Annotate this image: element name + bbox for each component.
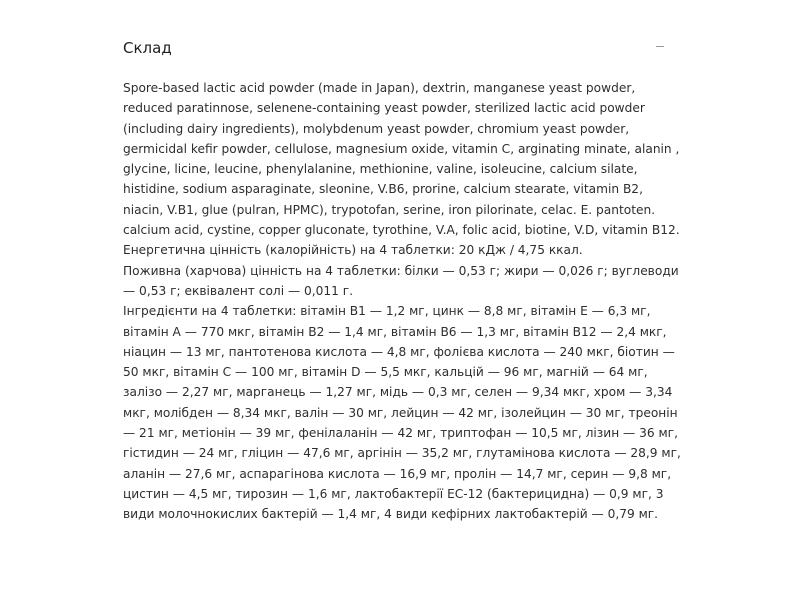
nutrition-value-text: Поживна (харчова) цінність на 4 таблетки: білки — 0,53 г; жири — 0,026 г; вуглеводи — 0,53 г; еквівалент солі — 0,011 г. [123,263,679,298]
energy-value-text: Енергетична цінність (калорійність) на 4 таблетки: 20 кДж / 4,75 ккал. [123,243,583,258]
composition-text-en: Spore-based lactic acid powder (made in Japan), dextrin, manganese yeast powder, reduced paratinnose, selenene-containing yeast powder, sterilized lactic acid powder (including dairy ingredients), molybdenum yeast powder, chromium yeast powder, germicidal kefir powder, cellulose, magnesium oxide, vitamin C, arginating minate, alanin , glycine, licine, leucine, phenylalanine, methionine, valine, isoleucine, calcium silate, histidine, sodium asparaginate, sleonine, V.B6, prorine, calcium stearate, vitamin B2, niacin, V.B1, glue (pulran, HPMC), trypotofan, serine, iron pilorinate, celac. E. pantoten. calcium acid, cystine, copper gluconate, tyrothine, V.A, folic acid, biotine, V.D, vitamin B12. [123,81,680,238]
composition-section-body [123,78,683,525]
composition-section-header[interactable] [123,36,673,62]
ingredients-text: Інгредієнти на 4 таблетки: вітамін B1 — 1,2 мг, цинк — 8,8 мг, вітамін E — 6,3 мг, вітамін A — 770 мкг, вітамін B2 — 1,4 мг, вітамін B6 — 1,3 мг, вітамін B12 — 2,4 мкг, ніацин — 13 мг, пантотенова кислота — 4,8 мг, фолієва кислота — 240 мкг, біотин — 50 мкг, вітамін C — 100 мг, вітамін D — 5,5 мкг, кальцій — 96 мг, магній — 64 мг, залізо — 2,27 мг, марганець — 1,27 мг, мідь — 0,3 мг, селен — 9,34 мкг, хром — 3,34 мкг, молібден — 8,34 мкг, валін — 30 мг, лейцин — 42 мг, ізолейцин — 30 мг, треонін — 21 мг, метіонін — 39 мг, фенілаланін — 42 мг, триптофан — 10,5 мг, лізин — 36 мг, гістидин — 24 мг, гліцин — 47,6 мг, аргінін — 35,2 мг, глутамінова кислота — 28,9 мг, аланін — 27,6 мг, аспарагінова кислота — 16,9 мг, пролін — 14,7 мг, серин — 9,8 мг, цистин — 4,5 мг, тирозин — 1,6 мг, лактобактерії EC-12 (бактерицидна) — 0,9 мг, 3 види молочнокислих бактерій — 1,4 мг, 4 види кефірних лактобактерій — 0,79 мг. [123,304,681,522]
minus-icon[interactable] [656,46,664,47]
section-title: Склад [123,39,172,57]
